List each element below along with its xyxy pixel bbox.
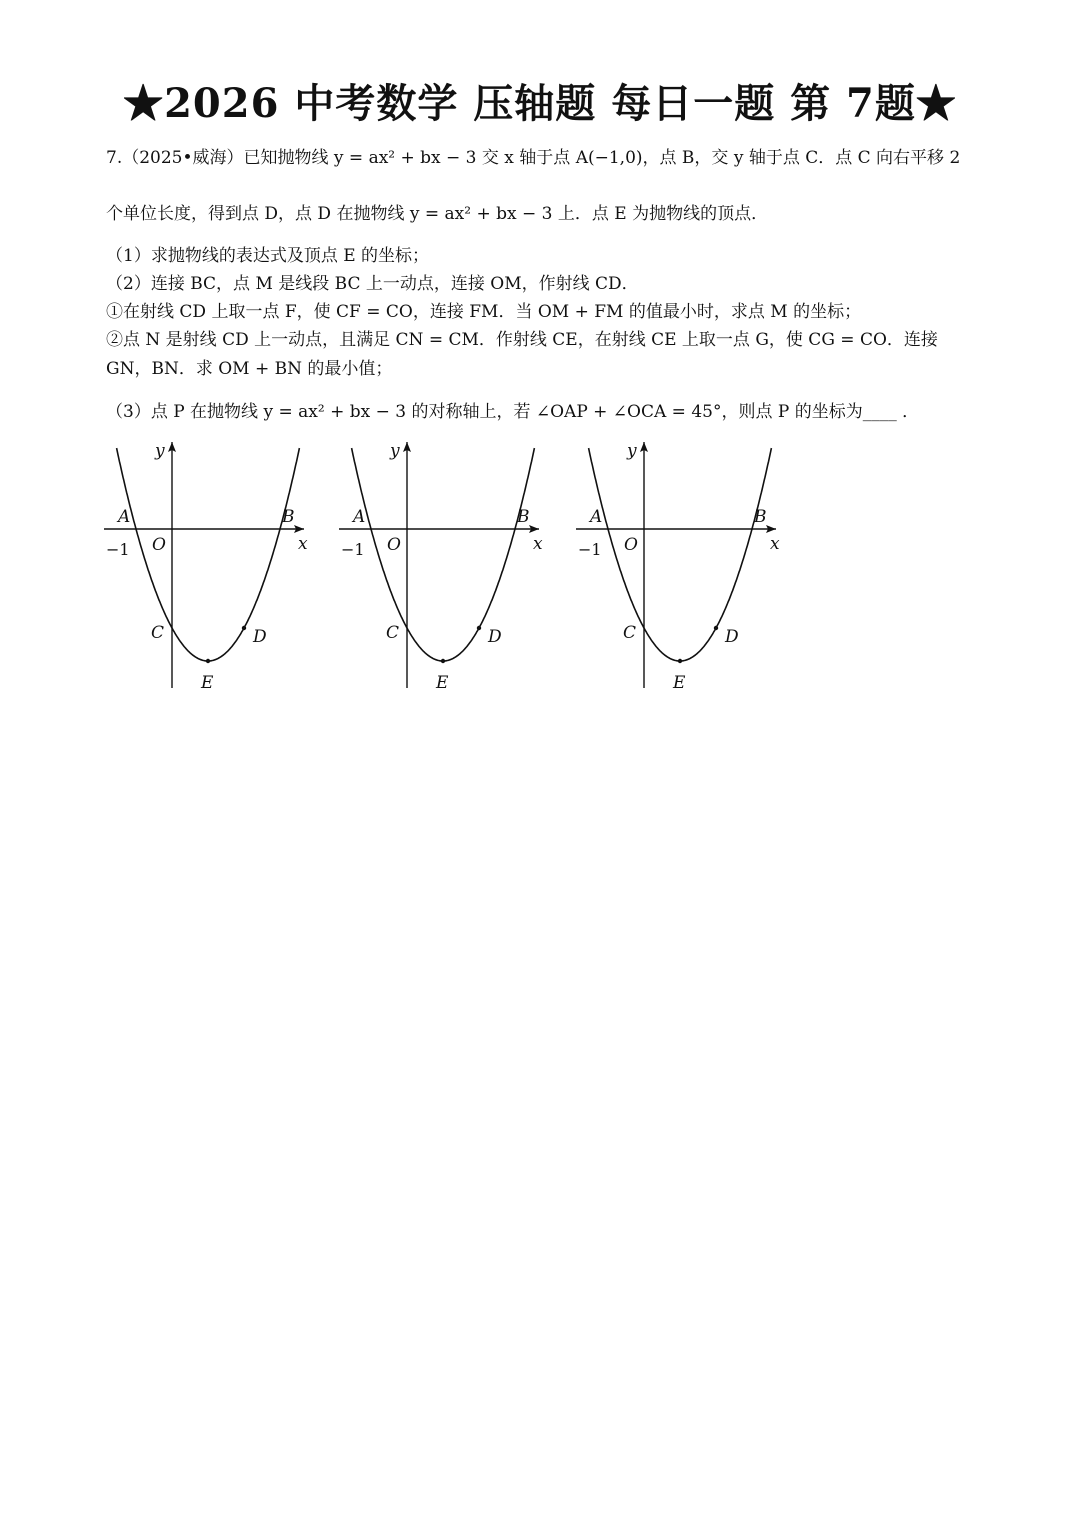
part-3: （3）点 P 在抛物线 y = ax² + bx − 3 的对称轴上，若 ∠OAP + ∠OCA = 45°，则点 P 的坐标为____ ．	[106, 402, 920, 422]
point-e-label: E	[673, 673, 686, 692]
figure-1	[100, 436, 320, 692]
x-axis-label: x	[770, 534, 780, 554]
part-1: （1）求抛物线的表达式及顶点 E 的坐标；	[106, 246, 430, 266]
point-d-dot	[477, 626, 481, 630]
point-b-label: B	[754, 507, 767, 527]
origin-label: O	[152, 535, 166, 555]
origin-label: O	[624, 535, 638, 555]
figure-1-svg	[100, 436, 320, 692]
problem-line-1: 7.（2025•威海）已知抛物线 y = ax² + bx − 3 交 x 轴于点 A(−1,0)，点 B，交 y 轴于点 C．点 C 向右平移 2	[106, 148, 961, 168]
figure-3	[572, 436, 792, 692]
point-e-dot	[441, 659, 445, 663]
part-2: （2）连接 BC，点 M 是线段 BC 上一动点，连接 OM，作射线 CD．	[106, 274, 639, 294]
point-e-label: E	[436, 673, 449, 692]
page-title: ★2026 中考数学 压轴题 每日一题 第 7题★	[123, 80, 957, 127]
y-axis-label: y	[627, 441, 637, 461]
x-axis-label: x	[533, 534, 543, 554]
point-c-label: C	[386, 623, 400, 643]
origin-label: O	[387, 535, 401, 555]
y-axis-label: y	[155, 441, 165, 461]
minus-one-label: −1	[106, 540, 130, 559]
point-a-label: A	[353, 507, 366, 527]
x-axis-label: x	[298, 534, 308, 554]
point-e-dot	[678, 659, 682, 663]
minus-one-label: −1	[341, 540, 365, 559]
part-2-i: ①在射线 CD 上取一点 F，使 CF = CO，连接 FM．当 OM + FM 的值最小时，求点 M 的坐标；	[106, 302, 862, 322]
point-b-label: B	[282, 507, 295, 527]
minus-one-label: −1	[578, 540, 602, 559]
point-b-label: B	[517, 507, 530, 527]
figure-2	[335, 436, 555, 692]
point-d-label: D	[488, 627, 502, 647]
parabola-curve	[352, 448, 535, 661]
point-a-label: A	[118, 507, 131, 527]
point-d-dot	[714, 626, 718, 630]
point-a-label: A	[590, 507, 603, 527]
point-c-label: C	[623, 623, 637, 643]
y-axis-label: y	[390, 441, 400, 461]
point-d-label: D	[725, 627, 739, 647]
figure-3-svg	[572, 436, 792, 692]
figure-row	[100, 436, 800, 696]
point-e-dot	[206, 659, 210, 663]
point-d-label: D	[253, 627, 267, 647]
part-2-ii-a: ②点 N 是射线 CD 上一动点，且满足 CN = CM．作射线 CE，在射线 CE 上取一点 G，使 CG = CO．连接	[106, 330, 938, 350]
point-e-label: E	[201, 673, 214, 692]
problem-line-2: 个单位长度，得到点 D，点 D 在抛物线 y = ax² + bx − 3 上．点 E 为抛物线的顶点．	[106, 204, 769, 224]
parabola-curve	[589, 448, 772, 661]
parabola-curve	[117, 448, 300, 661]
part-2-ii-b: GN，BN．求 OM + BN 的最小值；	[106, 359, 393, 379]
figure-2-svg	[335, 436, 555, 692]
point-d-dot	[242, 626, 246, 630]
point-c-label: C	[151, 623, 165, 643]
